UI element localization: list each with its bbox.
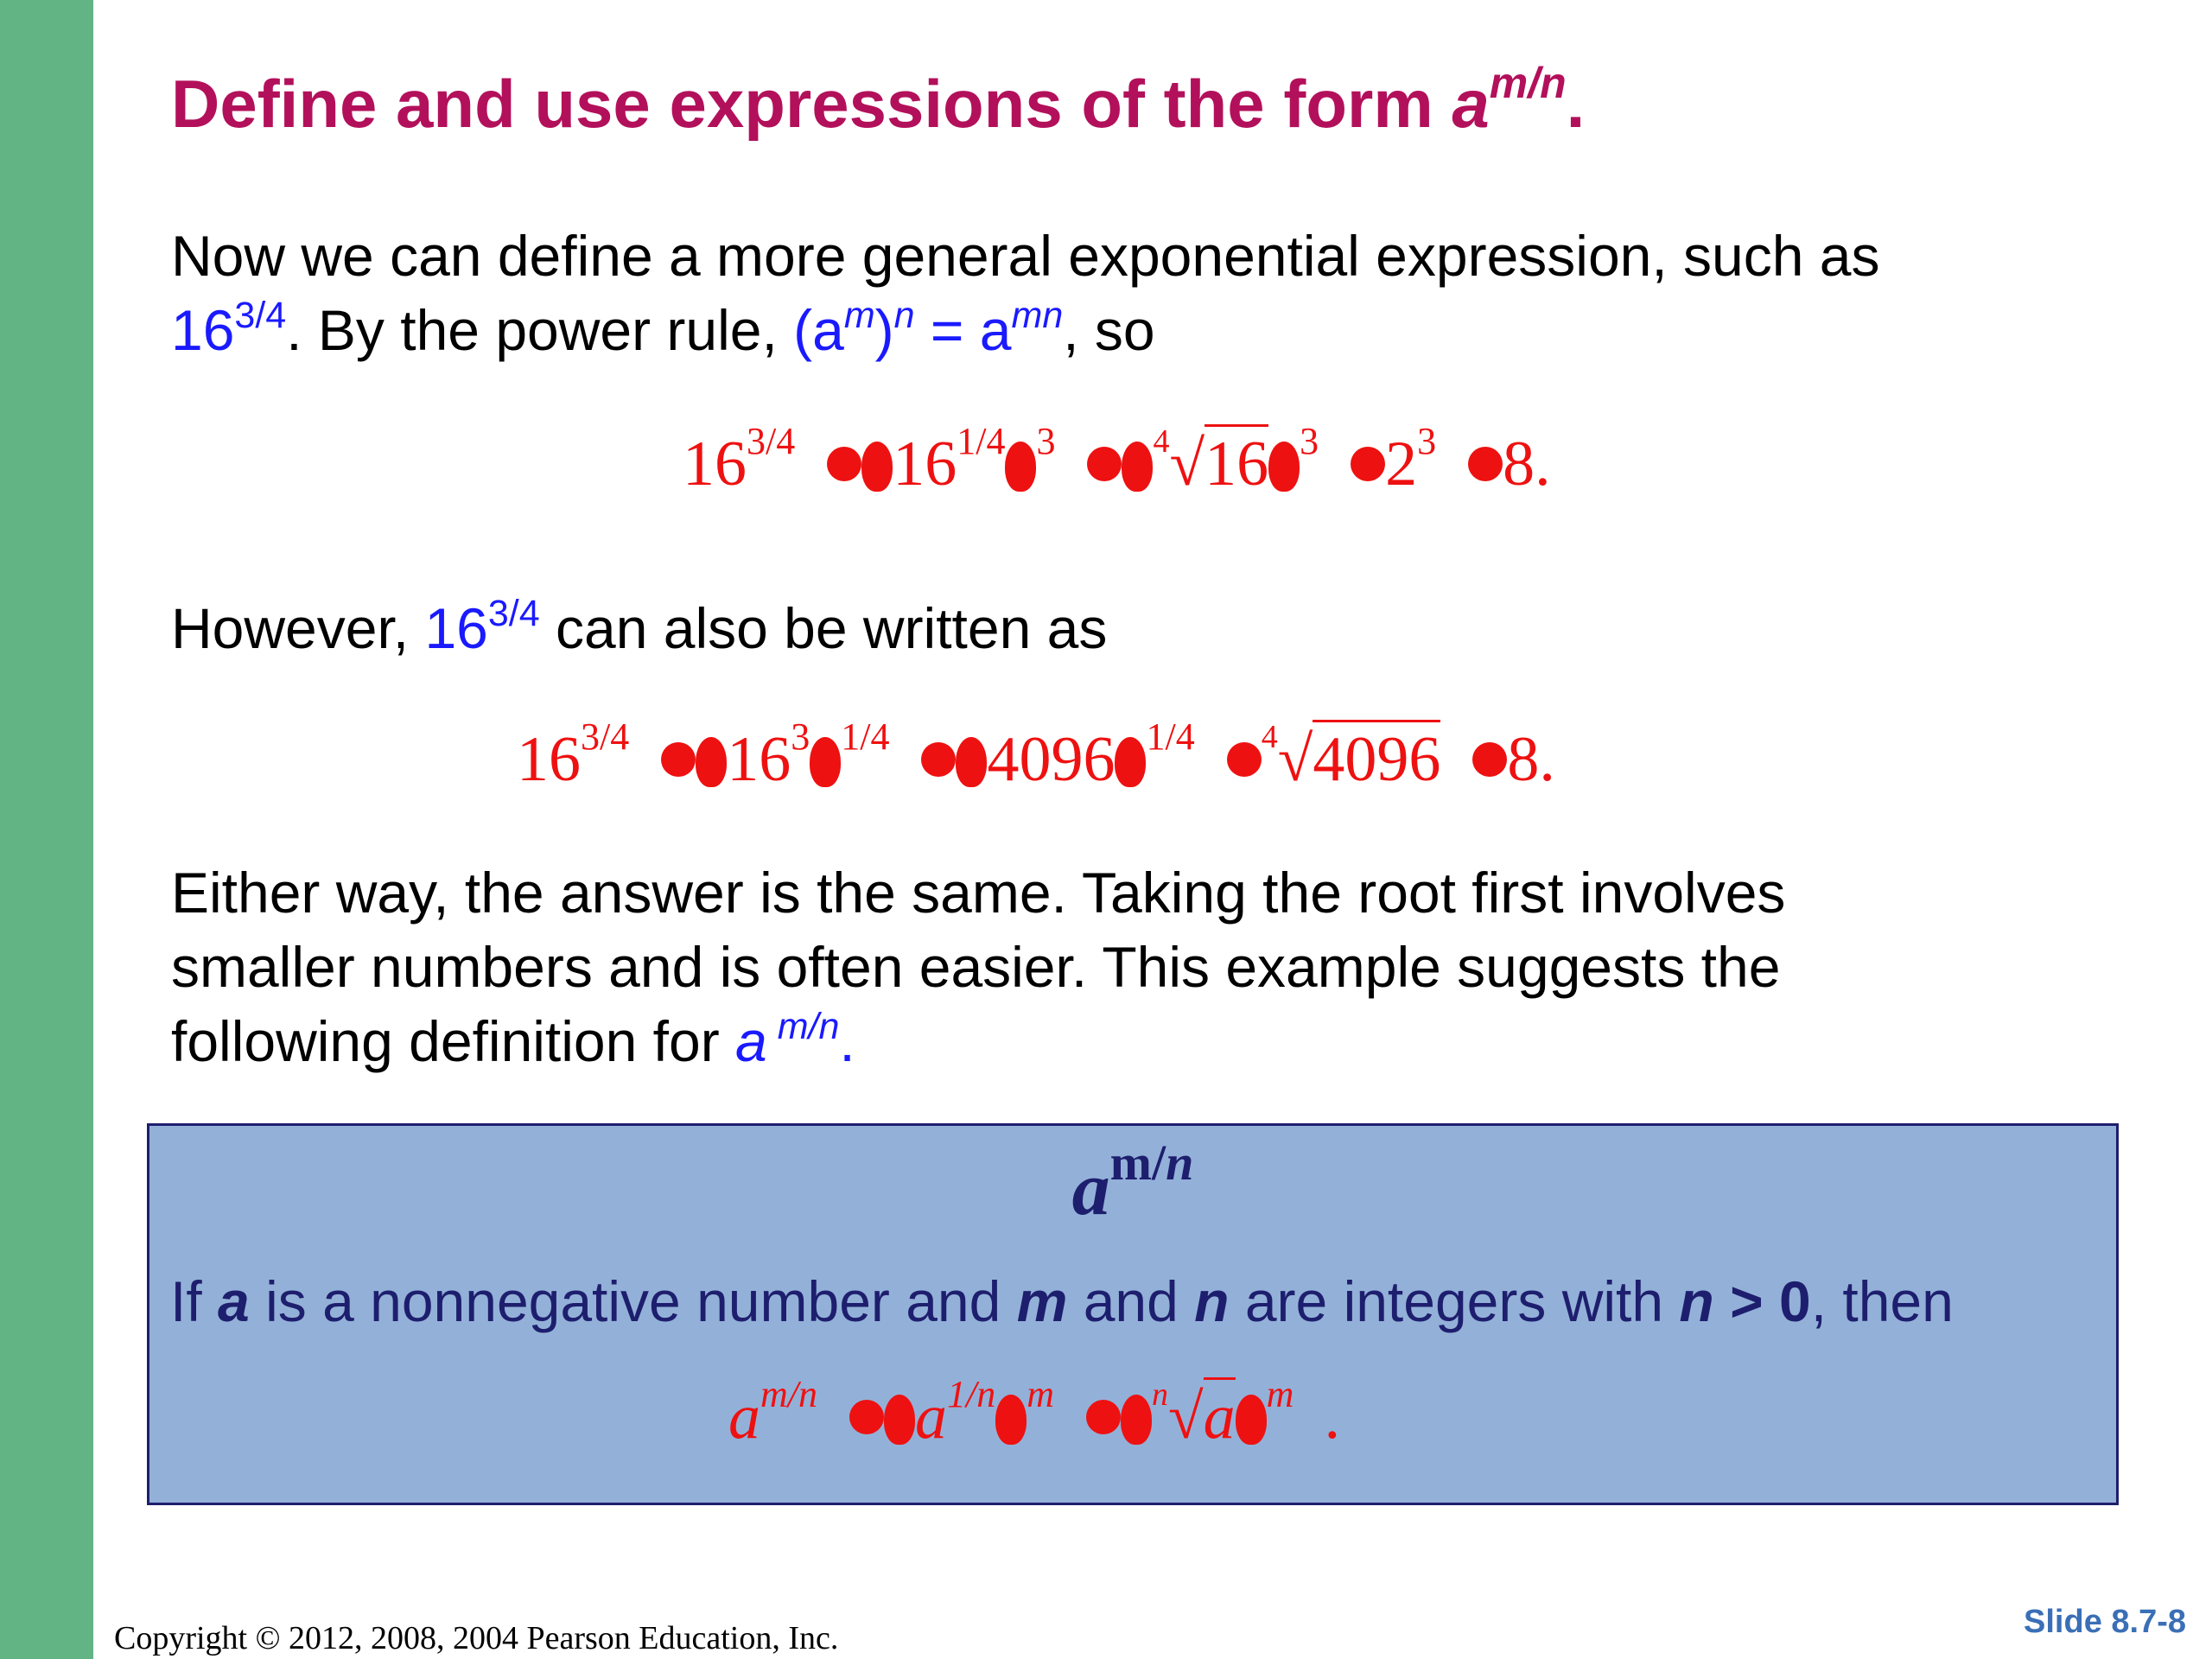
equation-root-first <box>683 420 1551 499</box>
slide-title <box>171 59 1586 142</box>
definition-text <box>170 1264 1954 1338</box>
eq1-paren-open-1 <box>861 442 893 492</box>
eq2-term2-exp: 3 <box>791 715 810 758</box>
definition-heading-base: a <box>1071 1147 1110 1231</box>
eq1-paren-open-2 <box>1122 442 1153 492</box>
eq1-result: 8. <box>1503 429 1551 499</box>
def-eq-paren-close-1 <box>995 1395 1027 1445</box>
eq1-term4-exp: 3 <box>1417 420 1437 462</box>
eq2-equals-glyph-2 <box>921 742 956 777</box>
conclusion-exp: m/n <box>766 1006 840 1047</box>
def-eq-paren-open-2 <box>1121 1395 1152 1445</box>
def-eq-term2-outer: m <box>1027 1373 1055 1415</box>
eq2-term2-outer: 1/4 <box>841 715 890 758</box>
definition-heading <box>149 1135 2116 1231</box>
intro-line-2 <box>171 293 1880 367</box>
def-eq-term2-exp: 1/n <box>947 1373 996 1415</box>
rule-m: m <box>843 295 875 336</box>
eq1-term2-outer: 3 <box>1036 420 1056 462</box>
definition-heading-m: m/ <box>1109 1135 1166 1191</box>
title-base: a <box>1452 66 1490 142</box>
side-bar <box>0 0 93 1659</box>
def-eq-equals-glyph-2 <box>1086 1400 1121 1434</box>
def-eq-root-index: n <box>1152 1376 1169 1413</box>
equation-power-first <box>517 715 1555 795</box>
eq2-term1-exp: 3/4 <box>581 715 630 758</box>
intro-line-1: Now we can define a more general exponential expression, such as <box>171 224 1880 288</box>
copyright-notice: Copyright © 2012, 2008, 2004 Pearson Education, Inc. <box>114 1620 839 1656</box>
eq1-paren-close-1 <box>1005 442 1036 492</box>
intro-mid: . By the power rule, <box>286 298 794 362</box>
def-eq-equals-glyph-1 <box>849 1400 884 1434</box>
eq1-term3: 16 <box>1205 424 1268 499</box>
rule-mn: mn <box>1011 295 1064 336</box>
eq2-term4: 4096 <box>1313 720 1440 795</box>
def-m: m <box>1016 1269 1068 1333</box>
def-eq-term1-exp: m/n <box>760 1373 817 1415</box>
def-a: a <box>218 1269 250 1333</box>
eq2-radical-icon: √ <box>1277 724 1313 795</box>
rule-eq: = a <box>914 298 1012 362</box>
eq1-root-index: 4 <box>1153 423 1170 460</box>
intro-number: 16 <box>171 298 235 362</box>
however-number-exp: 3/4 <box>487 593 540 634</box>
eq2-equals-glyph-3 <box>1227 742 1262 777</box>
conclusion-end: . <box>839 1009 855 1073</box>
rule-close: ) <box>874 298 894 362</box>
conclusion-line-3-text: following definition for <box>171 1009 736 1073</box>
def-eq-term3-outer: m <box>1266 1373 1294 1415</box>
def-condition: > 0 <box>1713 1269 1811 1333</box>
def-eq-end: . <box>1325 1382 1342 1452</box>
eq2-result: 8. <box>1507 724 1555 795</box>
rule-n: n <box>893 295 915 336</box>
eq2-paren-close-1 <box>810 737 841 787</box>
title-end: . <box>1566 66 1586 142</box>
eq1-paren-close-2 <box>1268 442 1300 492</box>
conclusion-line-1: Either way, the answer is the same. Taking the root first involves <box>171 861 1786 925</box>
conclusion-line-3 <box>171 1004 1785 1078</box>
intro-number-exp: 3/4 <box>234 295 287 336</box>
eq1-equals-glyph-2 <box>1087 447 1122 481</box>
eq1-term3-outer: 3 <box>1300 420 1319 462</box>
def-mid2: are integers with <box>1229 1269 1680 1333</box>
eq1-equals-glyph-1 <box>827 447 861 481</box>
however-end: can also be written as <box>539 596 1108 660</box>
intro-end: , so <box>1063 298 1155 362</box>
def-if: If <box>170 1269 219 1333</box>
title-exponent: m/n <box>1489 59 1567 107</box>
eq2-term2: 16 <box>727 724 791 795</box>
eq2-paren-open-1 <box>696 737 727 787</box>
definition-heading-n: n <box>1166 1135 1194 1191</box>
def-mid1: is a nonnegative number and <box>249 1269 1017 1333</box>
def-n: n <box>1194 1269 1230 1333</box>
eq1-radical-icon: √ <box>1169 429 1205 499</box>
eq2-term3-outer: 1/4 <box>1146 715 1195 758</box>
def-eq-paren-open-1 <box>884 1395 915 1445</box>
eq2-paren-open-2 <box>956 737 987 787</box>
eq1-term2: 16 <box>893 429 957 499</box>
eq2-equals-glyph-4 <box>1472 742 1507 777</box>
def-and: and <box>1067 1269 1195 1333</box>
def-eq-paren-close-2 <box>1236 1395 1267 1445</box>
eq2-equals-glyph-1 <box>661 742 696 777</box>
definition-equation <box>728 1373 1342 1452</box>
eq1-term1: 16 <box>683 429 747 499</box>
def-n2: n <box>1679 1269 1714 1333</box>
rule-open: (a <box>793 298 844 362</box>
paragraph-however <box>171 591 1107 665</box>
eq2-paren-close-2 <box>1115 737 1146 787</box>
def-eq-radical-icon: √ <box>1168 1382 1204 1452</box>
eq2-term3: 4096 <box>987 724 1116 795</box>
eq1-term4: 2 <box>1385 429 1418 499</box>
slide-number: Slide 8.7-8 <box>2024 1604 2186 1640</box>
def-end: , then <box>1810 1269 1954 1333</box>
eq1-term1-exp: 3/4 <box>747 420 796 462</box>
eq2-root-index: 4 <box>1261 719 1278 755</box>
conclusion-line-2: smaller numbers and is often easier. This example suggests the <box>171 935 1781 999</box>
eq1-equals-glyph-4 <box>1468 447 1503 481</box>
eq1-equals-glyph-3 <box>1351 447 1385 481</box>
paragraph-conclusion <box>171 855 1785 1078</box>
conclusion-var: a <box>735 1009 767 1073</box>
however-start: However, <box>171 596 425 660</box>
eq2-term1: 16 <box>517 724 581 795</box>
definition-box <box>147 1123 2119 1505</box>
title-text: Define and use expressions of the form <box>171 66 1452 142</box>
def-eq-term1: a <box>728 1382 760 1452</box>
def-eq-term3: a <box>1204 1377 1236 1452</box>
eq1-term2-exp: 1/4 <box>957 420 1006 462</box>
def-eq-term2: a <box>915 1382 947 1452</box>
paragraph-intro <box>171 219 1880 367</box>
however-number: 16 <box>424 596 488 660</box>
